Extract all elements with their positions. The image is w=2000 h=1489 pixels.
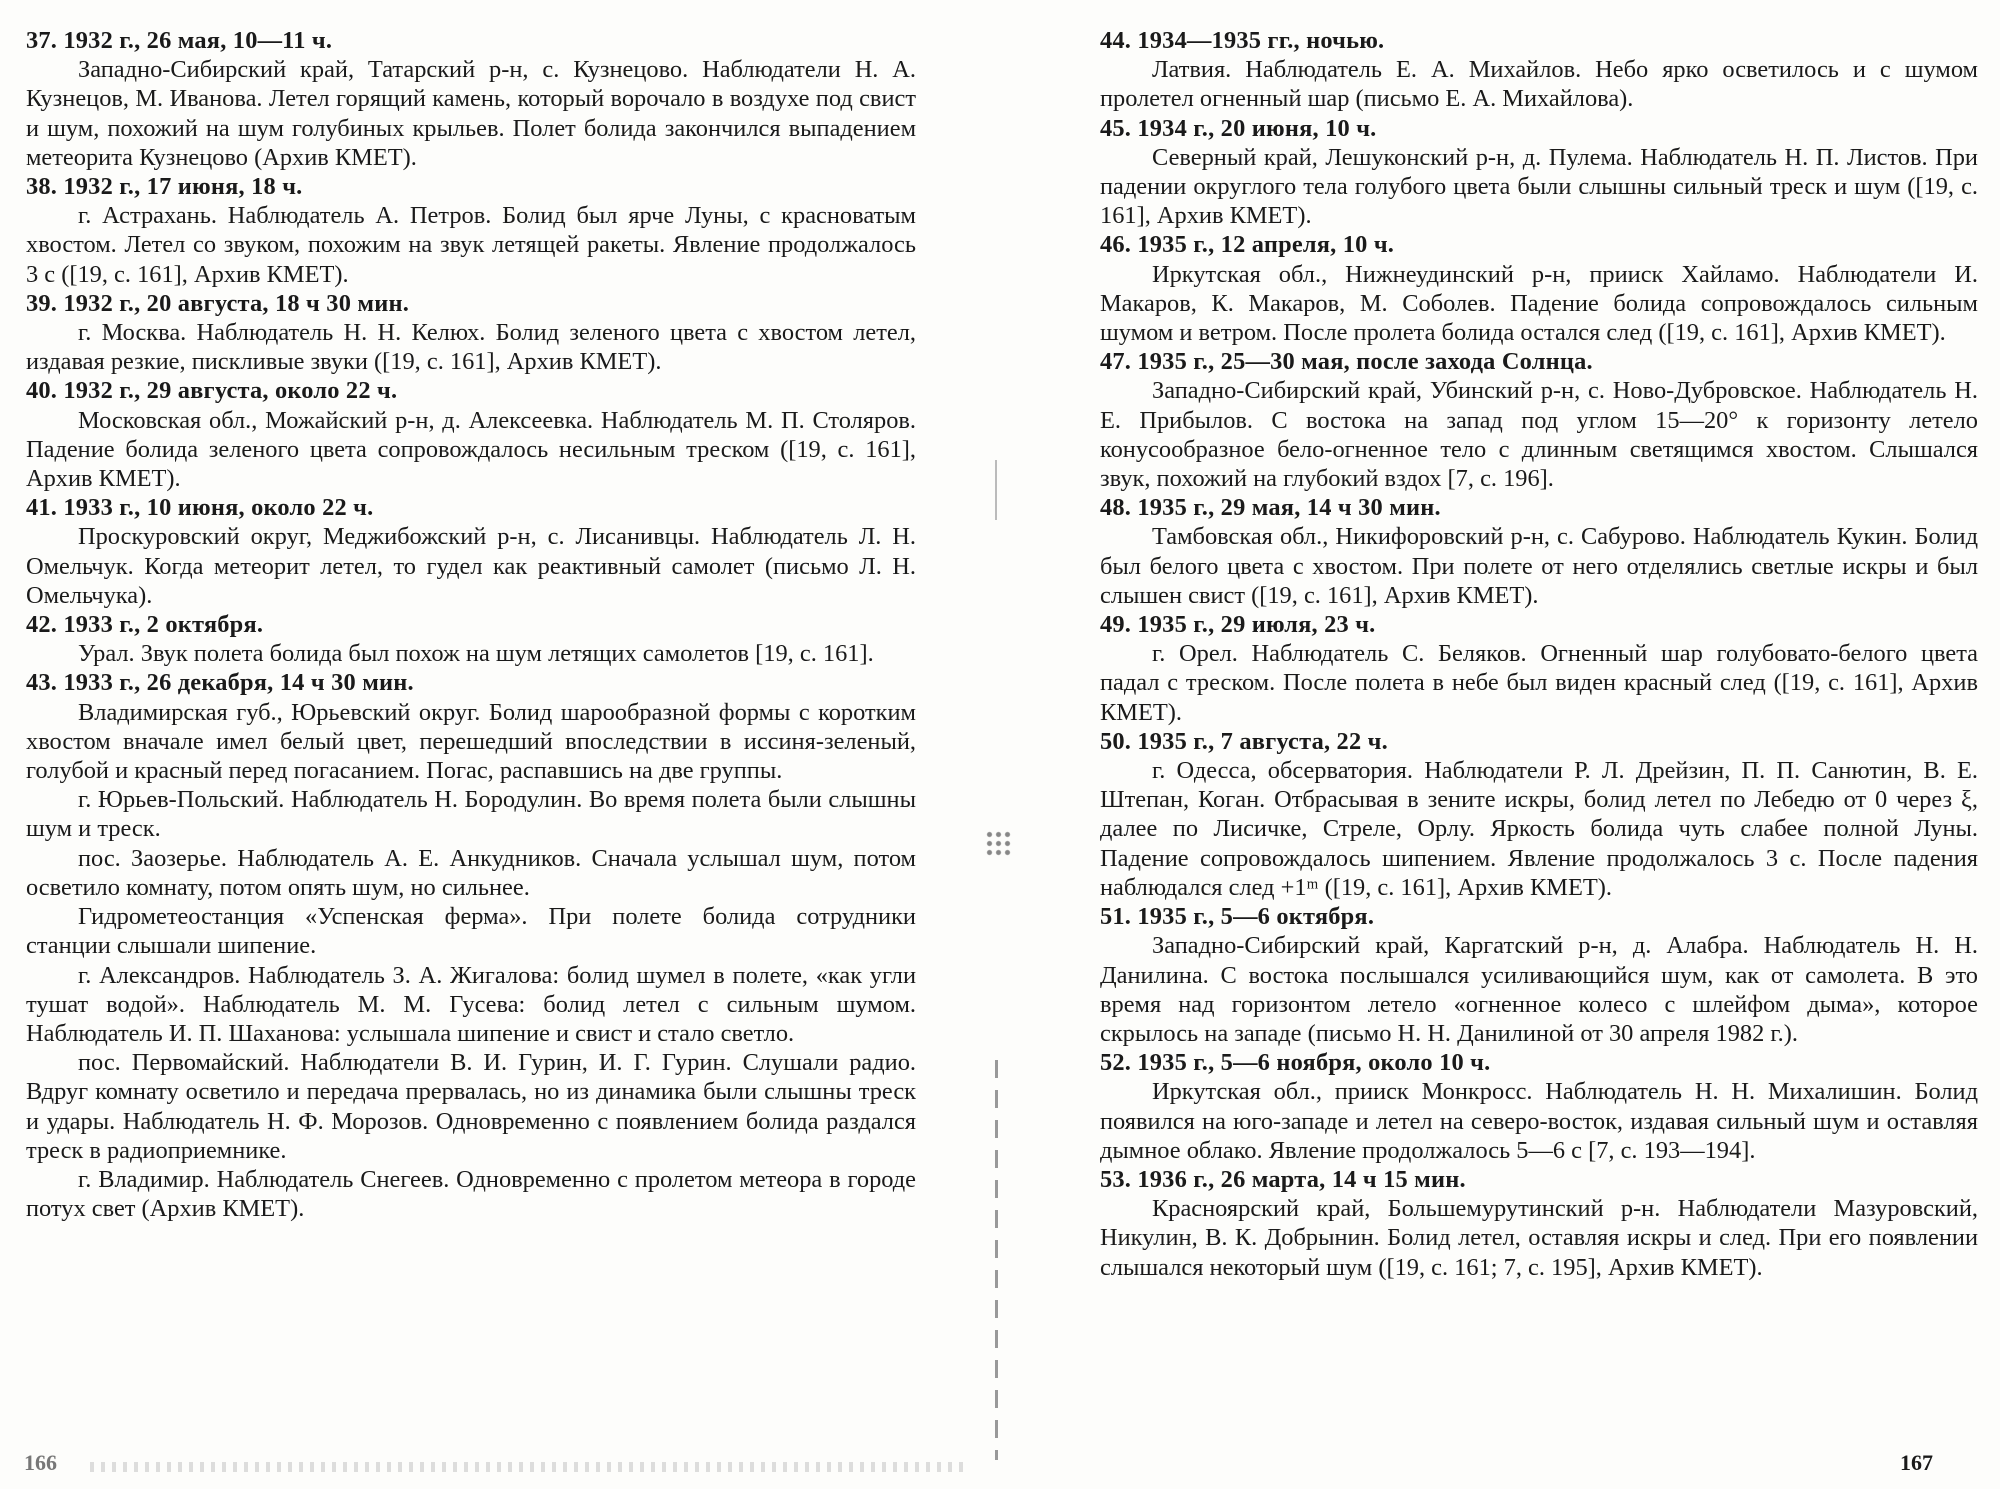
entry-paragraph: пос. Заозерье. Наблюдатель А. Е. Анкудников. Сначала услышал шум, потом осветило комнату, потом опять шум, но сильнее. — [26, 844, 916, 901]
entry-paragraph: Иркутская обл., Нижнеудинский р-н, прииск Хайламо. Наблюдатели И. Макаров, К. Макаров, М. Соболев. Падение болида сопровождалось сильным шумом и ветром. После пролета болида остался след ([19, с. 161], Архив КМЕТ). — [1100, 260, 1978, 347]
catalog-entry — [1100, 230, 1978, 347]
entry-paragraph: Иркутская обл., прииск Монкросс. Наблюдатель Н. Н. Михалишин. Болид появился на юго-западе и летел на северо-восток, издавая сильный шум и оставляя дымное облако. Явление продолжалось 5—6 с [7, с. 193—194]. — [1100, 1078, 1978, 1164]
entry-paragraph: Латвия. Наблюдатель Е. А. Михайлов. Небо ярко осветилось и с шумом пролетел огненный шар (письмо Е. А. Михайлова). — [1100, 56, 1978, 113]
catalog-entry — [26, 376, 916, 493]
entry-paragraph: г. Владимир. Наблюдатель Снегеев. Одновременно с пролетом метеора в городе потух свет (Архив КМЕТ). — [26, 1165, 916, 1223]
scan-noise — [90, 1462, 970, 1472]
entry-heading: 42. 1933 г., 2 октября. — [26, 611, 264, 639]
entry-heading: 40. 1932 г., 29 августа, около 22 ч. — [26, 377, 398, 405]
entry-paragraph: Северный край, Лешуконский р-н, д. Пулема. Наблюдатель Н. П. Листов. При падении округлого тела голубого цвета были слышны сильный треск и шум ([19, с. 161], Архив КМЕТ). — [1100, 143, 1978, 230]
catalog-entry — [1100, 1048, 1978, 1165]
page-number-right: 167 — [1900, 1450, 1933, 1475]
entry-heading: 50. 1935 г., 7 августа, 22 ч. — [1100, 727, 1388, 755]
entry-heading: 43. 1933 г., 26 декабря, 14 ч 30 мин. — [26, 669, 414, 697]
catalog-entry — [26, 493, 916, 610]
entry-paragraph: Западно-Сибирский край, Убинский р-н, с. Ново-Дубровское. Наблюдатель Н. Е. Прибылов. С востока на запад под углом 15—20° к горизонту летело конусообразное бело-огненное тело с длинным светящимся хвостом. Слышался звук, похожий на глубокий вздох [7, с. 196]. — [1100, 377, 1978, 493]
catalog-entry — [26, 26, 916, 172]
entry-paragraph: Тамбовская обл., Никифоровский р-н, с. Сабурово. Наблюдатель Кукин. Болид был белого цвета с хвостом. При полете от него отделялись светлые искры и был слышен свист ([19, с. 161], Архив КМЕТ). — [1100, 523, 1978, 609]
catalog-entry — [1100, 727, 1978, 902]
entry-heading: 46. 1935 г., 12 апреля, 10 ч. — [1100, 231, 1395, 259]
gutter-fold — [995, 460, 997, 1489]
entry-paragraph: Владимирская губ., Юрьевский округ. Болид шарообразной формы с коротким хвостом вначале имел белый цвет, перешедший впоследствии в иссиня-зеленый, голубой и красный перед погасанием. Погас, распавшись на две группы. — [26, 698, 916, 785]
entry-heading: 39. 1932 г., 20 августа, 18 ч 30 мин. — [26, 289, 409, 317]
entry-paragraph: Проскуровский округ, Меджибожский р-н, с. Лисанивцы. Наблюдатель Л. Н. Омельчук. Когда метеорит летел, то гудел как реактивный самолет (письмо Л. Н. Омельчука). — [26, 523, 916, 609]
catalog-entry — [1100, 347, 1978, 493]
entry-heading: 37. 1932 г., 26 мая, 10—11 ч. — [26, 27, 333, 54]
entry-paragraph: пос. Первомайский. Наблюдатели В. И. Гурин, И. Г. Гурин. Слушали радио. Вдруг комнату осветило и передача прервалась, но из динамика были слышны треск и удары. Наблюдатель Н. Ф. Морозов. Одновременно с появлением болида раздался треск в радиоприемнике. — [26, 1049, 916, 1164]
catalog-entry — [26, 289, 916, 377]
entry-paragraph: Гидрометеостанция «Успенская ферма». При полете болида сотрудники станции слышали шипение. — [26, 903, 916, 960]
entry-heading: 49. 1935 г., 29 июля, 23 ч. — [1100, 611, 1376, 639]
entry-paragraph: Западно-Сибирский край, Каргатский р-н, д. Алабра. Наблюдатель Н. Н. Данилина. С востока послышался усиливающийся шум, как от самолета. В это время над горизонтом летело «огненное колесо с шлейфом дыма», которое скрылось на западе (письмо Н. Н. Данилиной от 30 апреля 1982 г.). — [1100, 932, 1978, 1047]
entry-heading: 53. 1936 г., 26 марта, 14 ч 15 мин. — [1100, 1165, 1466, 1193]
entry-paragraph: г. Орел. Наблюдатель С. Беляков. Огненный шар голубовато-белого цвета падал с треском. После полета в небе был виден красный след ([19, с. 161], Архив КМЕТ). — [1100, 640, 1978, 726]
entry-paragraph: Урал. Звук полета болида был похож на шум летящих самолетов [19, с. 161]. — [78, 640, 874, 668]
catalog-entry — [1100, 610, 1978, 727]
entry-paragraph: г. Астрахань. Наблюдатель А. Петров. Болид был ярче Луны, с красноватым хвостом. Летел со звуком, похожим на звук летящей ракеты. Явление продолжалось 3 с ([19, с. 161], Архив КМЕТ). — [26, 202, 916, 288]
entry-heading: 44. 1934—1935 гг., ночью. — [1100, 27, 1385, 54]
entry-heading: 48. 1935 г., 29 мая, 14 ч 30 мин. — [1100, 494, 1441, 522]
catalog-entry — [26, 610, 916, 668]
entry-paragraph: Западно-Сибирский край, Татарский р-н, с. Кузнецово. Наблюдатели Н. А. Кузнецов, М. Иванова. Летел горящий камень, который ворочало в воздухе под свист и шум, похожий на шум голубиных крыльев. Полет болида закончился выпадением метеорита Кузнецово (Архив КМЕТ). — [26, 56, 916, 171]
catalog-entry — [1100, 26, 1978, 114]
entry-paragraph: г. Москва. Наблюдатель Н. Н. Келюх. Болид зеленого цвета с хвостом летел, издавая резкие, пискливые звуки ([19, с. 161], Архив КМЕТ). — [26, 319, 916, 376]
entry-paragraph: г. Одесса, обсерватория. Наблюдатели Р. Л. Дрейзин, П. П. Санютин, В. Е. Штепан, Коган. Отбрасывая в зените искры, болид летел по Лебедю от 0 через ξ, далее по Лисичке, Стреле, Орлу. Яркость болида чуть слабее полной Луны. Падение сопровождалось шипением. Явление продолжалось 3 с. После падения наблюдался след +1ᵐ ([19, с. 161], Архив КМЕТ). — [1100, 757, 1978, 901]
catalog-entry — [1100, 902, 1978, 1048]
catalog-entry — [26, 172, 916, 289]
right-page — [1100, 26, 1978, 1282]
entry-heading: 38. 1932 г., 17 июня, 18 ч. — [26, 173, 303, 201]
entry-paragraph: г. Александров. Наблюдатель З. А. Жигалова: болид шумел в полете, «как угли тушат водой». Наблюдатель М. М. Гусева: болид летел с сильным шумом. Наблюдатель И. П. Шаханова: услышала шипение и свист и стало светло. — [26, 961, 916, 1047]
page-number-left: 166 — [24, 1450, 57, 1475]
catalog-entry — [1100, 1165, 1978, 1282]
entry-heading: 51. 1935 г., 5—6 октября. — [1100, 903, 1375, 931]
entry-heading: 52. 1935 г., 5—6 ноября, около 10 ч. — [1100, 1049, 1491, 1077]
left-page — [26, 26, 916, 1223]
entry-heading: 47. 1935 г., 25—30 мая, после захода Солнца. — [1100, 348, 1593, 376]
catalog-entry — [1100, 114, 1978, 231]
catalog-entry — [1100, 493, 1978, 610]
entry-heading: 41. 1933 г., 10 июня, около 22 ч. — [26, 494, 374, 522]
catalog-entry — [26, 668, 916, 1223]
entry-heading: 45. 1934 г., 20 июня, 10 ч. — [1100, 114, 1377, 142]
scan-speck — [985, 830, 1011, 856]
entry-paragraph: Московская обл., Можайский р-н, д. Алексеевка. Наблюдатель М. П. Столяров. Падение болида зеленого цвета сопровождалось несильным треском ([19, с. 161], Архив КМЕТ). — [26, 406, 916, 493]
entry-paragraph: Красноярский край, Большемурутинский р-н. Наблюдатели Мазуровский, Никулин, В. К. Добрынин. Болид летел, оставляя искры и след. При его появлении слышался некоторый шум ([19, с. 161; 7, с. 195], Архив КМЕТ). — [1100, 1195, 1978, 1281]
entry-paragraph: г. Юрьев-Польский. Наблюдатель Н. Бородулин. Во время полета были слышны шум и треск. — [26, 786, 916, 843]
